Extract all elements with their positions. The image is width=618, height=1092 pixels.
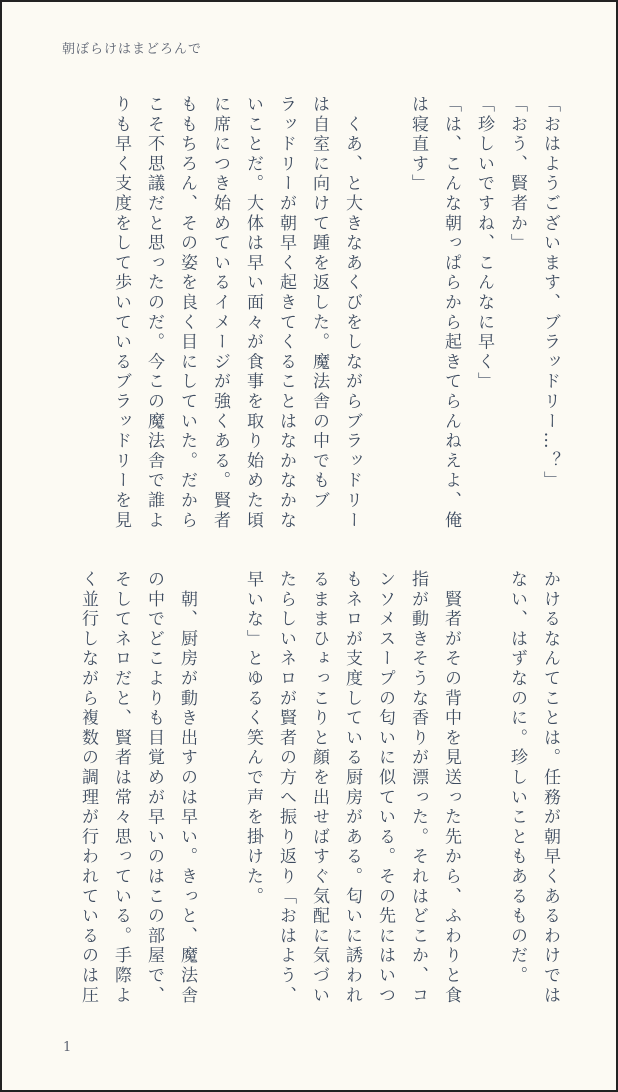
text-line: いことだ。大体は早い面々が食事を取り始めた頃	[243, 95, 263, 531]
blank-line	[203, 570, 236, 1010]
book-page	[2, 2, 616, 1090]
text-line: ない、はずなのに。珍しいこともあるものだ。	[507, 570, 527, 986]
text-line: ラッドリーが朝早く起きてくることはなかなかな	[276, 95, 296, 531]
page-number: 1	[63, 1040, 72, 1055]
text-block-upper	[58, 95, 566, 535]
text-line: たらしいネロが賢者の方へ振り返り「おはよう、	[276, 570, 296, 1006]
text-line: く並行しながら複数の調理が行われているのは圧	[78, 570, 98, 1006]
text-line: は自室に向けて踵を返した。魔法舎の中でもブ	[309, 95, 329, 511]
text-line: そしてネロだと、賢者は常々思っている。手際よ	[111, 570, 131, 1006]
text-line: こそ不思議だと思ったのだ。今この魔法舎で誰よ	[144, 95, 164, 531]
text-line: 「珍しいですね、こんなに早く」	[474, 95, 494, 392]
text-line: くあ、と大きなあくびをしながらブラッドリー	[342, 95, 362, 531]
text-line: 朝、厨房が動き出すのは早い。きっと、魔法舎	[177, 570, 197, 1006]
text-line: 「は、こんな朝っぱらから起きてらんねえよ、俺	[441, 95, 461, 531]
text-line: の中でどこよりも目覚めが早いのはこの部屋で、	[144, 570, 164, 1006]
text-line: ンソメスープの匂いに似ている。その先にはいつ	[375, 570, 395, 1006]
blank-line	[467, 570, 500, 1010]
text-line: 指が動きそうな香りが漂った。それはどこか、コ	[408, 570, 428, 1006]
text-line: 「おはようございます、ブラッドリー…？」	[540, 95, 560, 491]
text-line: ももちろん、その姿を良く目にしていた。だから	[177, 95, 197, 531]
text-line: るままひょっこりと顔を出せばすぐ気配に気づい	[309, 570, 329, 1006]
text-line: に席につき始めているイメージが強くある。賢者	[210, 95, 230, 531]
text-line: 「おう、賢者か」	[507, 95, 527, 254]
text-line: 賢者がその背中を見送った先から、ふわりと食	[441, 570, 461, 1006]
text-line: もネロが支度している厨房がある。匂いに誘われ	[342, 570, 362, 1006]
text-line: 早いな」とゆるく笑んで声を掛けた。	[243, 570, 263, 907]
text-block-lower	[58, 570, 566, 1010]
running-title: 朝ぼらけはまどろんで	[62, 42, 203, 57]
text-line: りも早く支度をして歩いているブラッドリーを見	[111, 95, 131, 531]
blank-line	[368, 95, 401, 535]
text-line: かけるなんてことは。任務が朝早くあるわけでは	[540, 570, 560, 1006]
text-line: は寝直す」	[408, 95, 428, 194]
